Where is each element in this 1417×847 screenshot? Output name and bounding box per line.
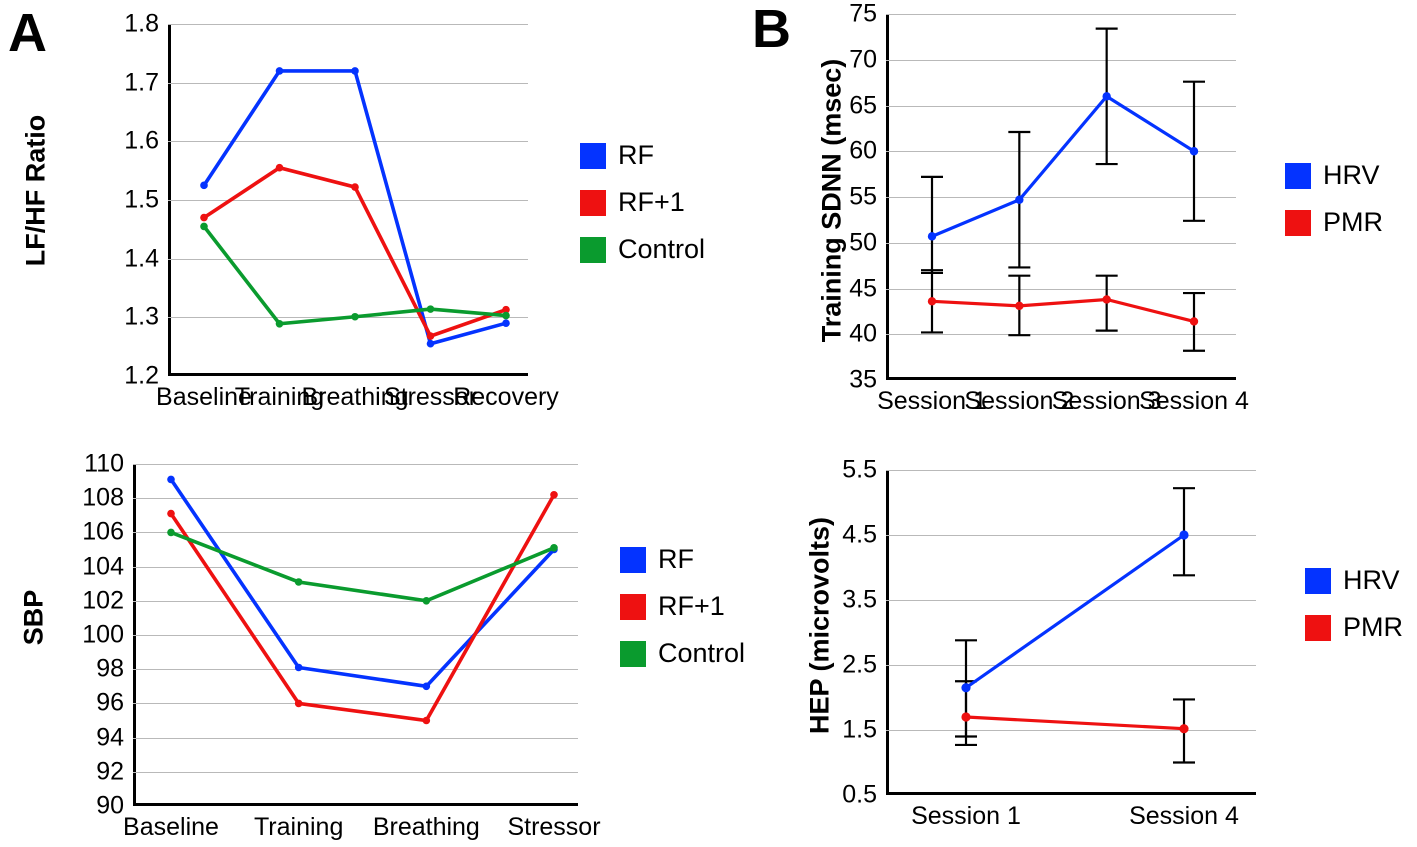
- legend-swatch-icon: [580, 143, 606, 169]
- legend-item: [580, 187, 705, 218]
- series-line-pmr: [932, 299, 1194, 321]
- chart-sbp-ylabel: SBP: [18, 589, 49, 646]
- chart-sbp-legend: [620, 544, 745, 685]
- legend-item: [1285, 207, 1383, 238]
- y-tick-label: 94: [96, 723, 124, 752]
- y-tick-label: 35: [849, 365, 877, 394]
- data-point: [423, 717, 431, 725]
- series-line-hrv: [932, 96, 1194, 236]
- data-point: [1015, 196, 1023, 204]
- legend-swatch-icon: [580, 237, 606, 263]
- chart-lfhf-ratio: [0, 0, 720, 420]
- panel-letter-b: B: [752, 0, 791, 59]
- y-tick-label: 106: [82, 517, 124, 546]
- legend-label: PMR: [1343, 612, 1403, 642]
- y-tick-label: 92: [96, 757, 124, 786]
- chart-sdnn-plot: [849, 0, 1249, 415]
- series-layer: [168, 24, 528, 376]
- data-point: [1190, 317, 1198, 325]
- legend-swatch-icon: [580, 190, 606, 216]
- series-line-rf-1: [171, 495, 554, 721]
- y-tick-label: 55: [849, 182, 877, 211]
- y-tick-label: 110: [84, 449, 124, 478]
- legend-item: [620, 638, 745, 669]
- data-point: [200, 214, 208, 222]
- y-tick-label: 1.2: [124, 361, 159, 390]
- y-tick-label: 65: [849, 91, 877, 119]
- y-tick-label: 40: [849, 319, 877, 348]
- x-tick-label: Session 3: [1051, 387, 1162, 415]
- data-point: [550, 491, 558, 499]
- data-point: [295, 578, 303, 586]
- y-tick-label: 1.7: [124, 68, 159, 97]
- chart-lfhf-ylabel: LF/HF Ratio: [20, 114, 51, 267]
- y-tick-label: 102: [82, 586, 124, 615]
- series-layer: [886, 14, 1236, 380]
- legend-item: [1305, 565, 1403, 596]
- data-point: [295, 664, 303, 672]
- chart-hep-legend: [1305, 565, 1403, 659]
- data-point: [167, 510, 175, 518]
- data-point: [423, 683, 431, 691]
- x-tick-label: Breathing: [372, 813, 480, 841]
- series-line-control: [204, 226, 506, 323]
- data-point: [961, 683, 970, 692]
- data-point: [200, 182, 208, 190]
- y-tick-label: 90: [96, 791, 124, 820]
- y-tick-label: 50: [849, 228, 877, 257]
- legend-item: [620, 591, 745, 622]
- legend-item: [580, 234, 705, 265]
- x-tick-label: Baseline: [123, 813, 219, 841]
- chart-training-sdnn: [740, 0, 1417, 430]
- y-tick-label: 1.8: [124, 9, 159, 38]
- series-layer: [886, 470, 1256, 795]
- y-tick-label: 100: [82, 620, 124, 649]
- data-point: [427, 305, 435, 313]
- data-point: [276, 67, 284, 75]
- y-tick-label: 5.5: [842, 455, 877, 484]
- legend-swatch-icon: [620, 641, 646, 667]
- data-point: [351, 313, 359, 321]
- data-point: [167, 529, 175, 537]
- chart-sbp: [0, 432, 746, 847]
- chart-hep-ylabel: HEP (microvolts): [804, 516, 835, 735]
- chart-lfhf-legend: [580, 140, 705, 281]
- y-tick-label: 1.4: [124, 244, 159, 273]
- y-tick-label: 1.6: [124, 126, 159, 155]
- legend-label: RF+1: [618, 187, 685, 217]
- legend-item: [620, 544, 745, 575]
- data-point: [502, 312, 510, 320]
- legend-label: HRV: [1343, 565, 1400, 595]
- data-point: [276, 320, 284, 328]
- y-tick-label: 1.3: [124, 302, 159, 331]
- data-point: [427, 332, 435, 340]
- data-point: [1102, 92, 1110, 100]
- y-tick-label: 0.5: [842, 780, 877, 809]
- y-tick-label: 4.5: [842, 520, 877, 549]
- chart-sdnn-ylabel: Training SDNN (msec): [816, 58, 847, 343]
- data-point: [502, 319, 510, 327]
- data-point: [423, 597, 431, 605]
- chart-hep-plot: [842, 455, 1256, 830]
- data-point: [1190, 147, 1198, 155]
- legend-label: Control: [658, 638, 746, 668]
- data-point: [1102, 295, 1110, 303]
- series-line-rf: [204, 71, 506, 344]
- series-line-hrv: [966, 535, 1184, 688]
- x-tick-label: Training: [253, 813, 344, 841]
- chart-hep: [740, 440, 1417, 847]
- data-point: [550, 544, 558, 552]
- y-tick-label: 75: [849, 0, 877, 28]
- legend-item: [580, 140, 705, 171]
- y-tick-label: 60: [849, 136, 877, 165]
- legend-label: Control: [618, 234, 706, 264]
- x-tick-label: Session 1: [877, 387, 987, 415]
- y-tick-label: 98: [96, 654, 124, 683]
- legend-item: [1305, 612, 1403, 643]
- x-tick-label: Session 2: [964, 387, 1075, 415]
- x-tick-label: Breathing: [301, 383, 409, 411]
- legend-swatch-icon: [620, 547, 646, 573]
- y-tick-label: 1.5: [842, 715, 877, 744]
- legend-label: RF: [618, 140, 654, 170]
- series-line-rf: [171, 479, 554, 686]
- y-tick-label: 3.5: [842, 585, 877, 614]
- x-tick-label: Session 4: [1139, 387, 1249, 415]
- legend-swatch-icon: [1305, 568, 1331, 594]
- x-tick-label: Stressor: [383, 383, 478, 411]
- data-point: [351, 67, 359, 75]
- y-tick-label: 96: [96, 688, 124, 717]
- legend-swatch-icon: [620, 594, 646, 620]
- x-tick-label: Session 1: [911, 802, 1021, 830]
- y-tick-label: 45: [849, 274, 877, 302]
- legend-label: HRV: [1323, 160, 1380, 190]
- data-point: [1179, 724, 1188, 733]
- legend-swatch-icon: [1285, 163, 1311, 189]
- legend-item: [1285, 160, 1383, 191]
- legend-label: PMR: [1323, 207, 1383, 237]
- data-point: [351, 183, 359, 191]
- y-tick-label: 108: [82, 483, 124, 512]
- data-point: [427, 340, 435, 348]
- x-tick-label: Session 4: [1129, 802, 1239, 830]
- y-tick-label: 104: [82, 552, 124, 581]
- data-point: [928, 297, 936, 305]
- panel-letter-a: A: [8, 3, 47, 63]
- legend-label: RF+1: [658, 591, 725, 621]
- data-point: [167, 476, 175, 484]
- x-tick-label: Baseline: [156, 383, 252, 411]
- x-tick-label: Training: [234, 383, 325, 411]
- legend-swatch-icon: [1285, 210, 1311, 236]
- legend-swatch-icon: [1305, 615, 1331, 641]
- chart-sbp-plot: [82, 449, 601, 841]
- y-tick-label: 70: [849, 45, 877, 74]
- chart-sdnn-legend: [1285, 160, 1383, 254]
- y-tick-label: 2.5: [842, 650, 877, 679]
- data-point: [961, 712, 970, 721]
- chart-lfhf-plot: [124, 9, 559, 411]
- x-tick-label: Recovery: [453, 383, 559, 411]
- data-point: [1179, 530, 1188, 539]
- series-layer: [133, 464, 578, 806]
- data-point: [295, 700, 303, 708]
- series-line-pmr: [966, 717, 1184, 729]
- x-tick-label: Stressor: [507, 813, 601, 841]
- y-tick-label: 1.5: [124, 185, 159, 214]
- legend-label: RF: [658, 544, 694, 574]
- data-point: [1015, 302, 1023, 310]
- data-point: [928, 232, 936, 240]
- data-point: [276, 164, 284, 172]
- data-point: [200, 223, 208, 231]
